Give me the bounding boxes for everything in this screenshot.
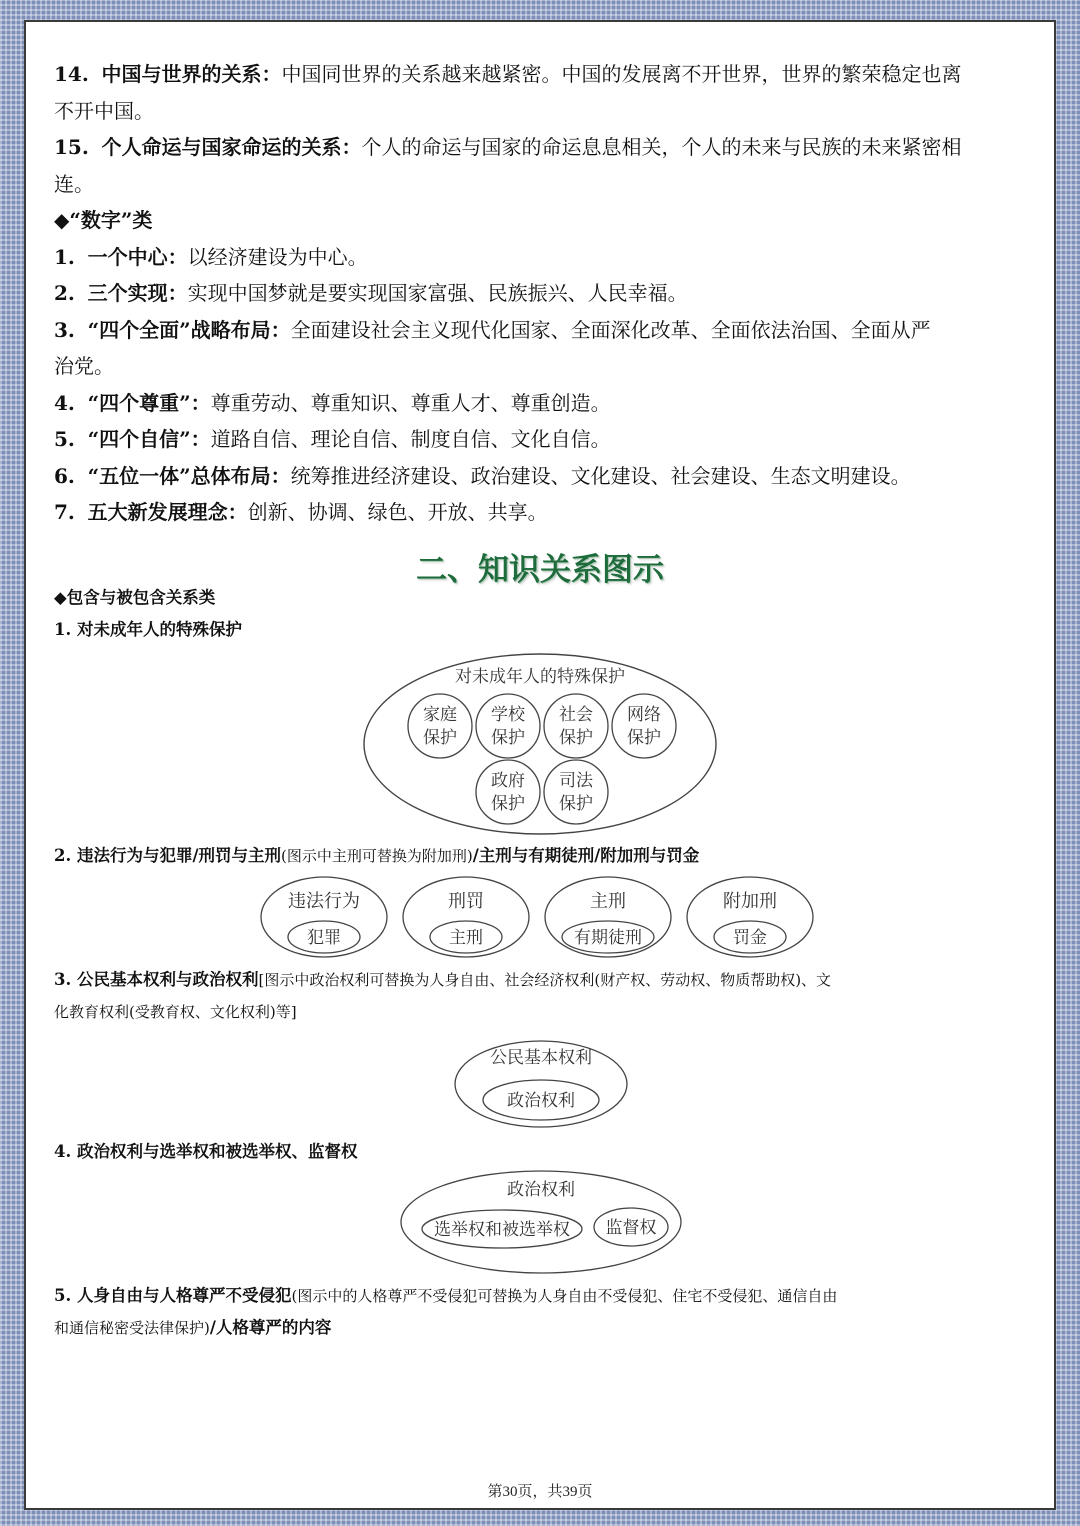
document-page bbox=[24, 20, 1056, 1510]
diagram-3-label: 3. 公民基本权利与政治权利[图示中政治权利可替换为人身自由、社会经济权利(财产权、劳动权、物质帮助权)、文 bbox=[54, 970, 832, 989]
numbers-heading: ◆“数字”类 bbox=[54, 208, 153, 232]
circle-school-l1: 学校 bbox=[491, 705, 525, 725]
circle-network-l2: 保护 bbox=[627, 728, 661, 748]
section-title: 二、知识关系图示 bbox=[416, 552, 664, 588]
diagram-citizen-rights bbox=[452, 1038, 630, 1130]
circle-family-l1: 家庭 bbox=[423, 705, 457, 725]
number-item-7: 7. 五大新发展理念：创新、协调、绿色、开放、共享。 bbox=[54, 500, 548, 524]
circle-judicial bbox=[544, 760, 608, 824]
inner-label-election: 选举权和被选举权 bbox=[434, 1220, 570, 1240]
section-list bbox=[54, 56, 1034, 531]
outer-label: 附加刑 bbox=[723, 891, 777, 912]
diagram-4-label: 4. 政治权利与选举权和被选举权、监督权 bbox=[54, 1142, 358, 1161]
diagram-minor-protection bbox=[360, 650, 720, 838]
circle-society-l1: 社会 bbox=[559, 705, 593, 725]
outer-label: 违法行为 bbox=[288, 891, 360, 912]
inner-label: 有期徒刑 bbox=[574, 928, 642, 948]
page-number: 第30页，共39页 bbox=[487, 1484, 593, 1500]
outer-label: 公民基本权利 bbox=[490, 1048, 592, 1068]
number-item-2: 2. 三个实现：实现中国梦就是要实现国家富强、民族振兴、人民幸福。 bbox=[54, 281, 688, 305]
number-item-4: 4. “四个尊重”：尊重劳动、尊重知识、尊重人才、尊重创造。 bbox=[54, 390, 611, 415]
diagram-5-label: 5. 人身自由与人格尊严不受侵犯(图示中的人格尊严不受侵犯可替换为人身自由不受侵犯、住宅不受侵犯、通信自由 bbox=[54, 1286, 838, 1305]
number-item-3: 3. “四个全面”战略布局：全面建设社会主义现代化国家、全面深化改革、全面依法治国、全面从严 bbox=[54, 317, 931, 342]
number-item-6: 6. “五位一体”总体布局：统筹推进经济建设、政治建设、文化建设、社会建设、生态文明建设。 bbox=[54, 463, 911, 488]
inner-label-supervision: 监督权 bbox=[605, 1218, 657, 1238]
outer-label: 刑罚 bbox=[448, 891, 484, 912]
inner-label: 罚金 bbox=[733, 928, 767, 948]
circle-judicial-l1: 司法 bbox=[559, 771, 593, 791]
circle-family-l2: 保护 bbox=[423, 728, 457, 748]
diagram-penalties bbox=[258, 874, 828, 960]
number-item-1: 1. 一个中心：以经济建设为中心。 bbox=[54, 244, 368, 269]
item-14-cont: 不开中国。 bbox=[54, 98, 154, 123]
number-item-5: 5. “四个自信”：道路自信、理论自信、制度自信、文化自信。 bbox=[54, 427, 611, 451]
subheading-inclusion: ◆包含与被包含关系类 bbox=[54, 588, 216, 607]
pair-illegal-crime bbox=[261, 877, 387, 957]
item-15-cont: 连。 bbox=[54, 171, 94, 196]
circle-society-l2: 保护 bbox=[559, 728, 593, 748]
item-15: 15. 个人命运与国家命运的关系：个人的命运与国家的命运息息相关，个人的未来与民族的未来紧密相 bbox=[54, 135, 962, 159]
diagram-2-label: 2. 违法行为与犯罪/刑罚与主刑(图示中主刑可替换为附加刑)/主刑与有期徒刑/附加刑与罚金 bbox=[54, 846, 700, 865]
circle-government bbox=[476, 760, 540, 824]
circle-network-l1: 网络 bbox=[627, 705, 661, 725]
circle-network bbox=[612, 694, 676, 758]
pair-penalty-principal bbox=[403, 877, 529, 957]
circle-school-l2: 保护 bbox=[491, 728, 525, 748]
diagram-5-label-cont: 和通信秘密受法律保护)/人格尊严的内容 bbox=[54, 1318, 332, 1337]
circle-judicial-l2: 保护 bbox=[559, 794, 593, 814]
circle-society bbox=[544, 694, 608, 758]
inner-label: 主刑 bbox=[449, 928, 483, 948]
number-item-3-cont: 治党。 bbox=[54, 354, 114, 378]
diagram-3-label-cont: 化教育权利(受教育权、文化权利)等] bbox=[54, 1003, 297, 1021]
circle-school bbox=[476, 694, 540, 758]
outer-label: 主刑 bbox=[590, 891, 626, 912]
inner-label: 政治权利 bbox=[507, 1091, 575, 1111]
diagram-political-rights bbox=[398, 1168, 684, 1276]
outer-label: 对未成年人的特殊保护 bbox=[455, 667, 625, 687]
circle-government-l2: 保护 bbox=[491, 794, 525, 814]
circle-family bbox=[408, 694, 472, 758]
pair-supplementary-fine bbox=[687, 877, 813, 957]
diagram-1-label: 1. 对未成年人的特殊保护 bbox=[54, 620, 242, 639]
item-14: 14. 中国与世界的关系：中国同世界的关系越来越紧密。中国的发展离不开世界，世界的繁荣稳定也离 bbox=[54, 62, 962, 86]
outer-label: 政治权利 bbox=[507, 1180, 575, 1200]
pair-principal-imprisonment bbox=[545, 877, 671, 957]
circle-government-l1: 政府 bbox=[491, 771, 525, 791]
inner-label: 犯罪 bbox=[307, 928, 341, 948]
